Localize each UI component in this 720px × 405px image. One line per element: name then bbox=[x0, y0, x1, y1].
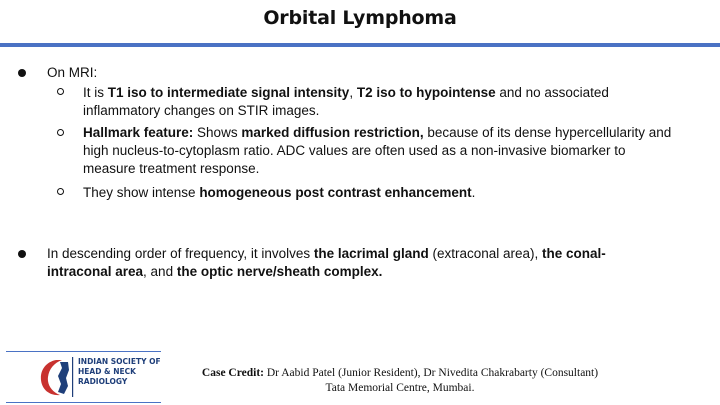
logo-bottom-rule bbox=[6, 402, 161, 403]
sub-bullet-hallmark: Hallmark feature: Shows marked diffusion restriction, because of its dense hypercellularity and high nucleus-to-cytoplasm ratio. ADC values are often used as a non-invasive biomarker to measure treatment response. bbox=[83, 125, 672, 176]
slide-title: Orbital Lymphoma bbox=[263, 7, 457, 29]
logo-text: INDIAN SOCIETY OF HEAD & NECK RADIOLOGY bbox=[78, 357, 161, 386]
sub-bullet-enhancement: They show intense homogeneous post contrast enhancement. bbox=[83, 185, 476, 200]
bullet-dot bbox=[18, 69, 26, 77]
bullet-frequency: In descending order of frequency, it involves the lacrimal gland (extraconal area), the conal- intraconal area, and the optic nerve/sheath complex. bbox=[47, 246, 606, 279]
logo-top-rule bbox=[6, 351, 161, 352]
bullet-mri-heading: On MRI: bbox=[47, 65, 98, 80]
title-divider bbox=[0, 43, 720, 47]
bullet-dot bbox=[18, 250, 26, 258]
sub-bullet-signal: It is T1 iso to intermediate signal intensity, T2 iso to hypointense and no associated inflammatory changes on STIR images. bbox=[83, 85, 609, 118]
sub-bullet-circle bbox=[57, 88, 64, 95]
sub-bullet-circle bbox=[57, 188, 64, 195]
sub-bullet-circle bbox=[57, 129, 64, 136]
case-credit: Case Credit: Dr Aabid Patel (Junior Resident), Dr Nivedita Chakrabarty (Consultant) Tata Memorial Centre, Mumbai. bbox=[201, 367, 599, 394]
